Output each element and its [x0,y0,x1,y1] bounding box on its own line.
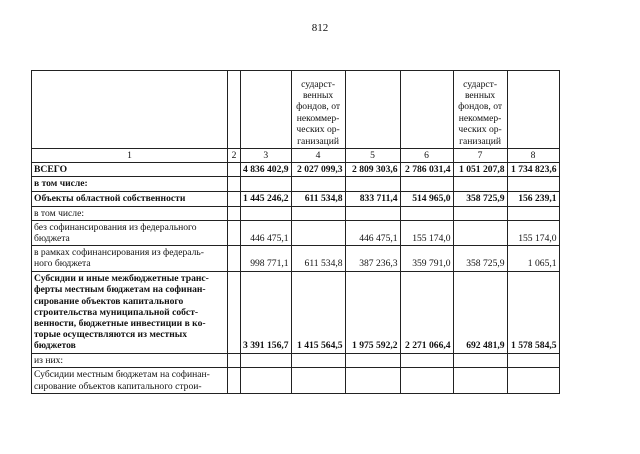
row-label [32,163,228,177]
value-cell [507,163,559,177]
value-cell [345,177,400,191]
value-text: 1 051 207,8 [459,164,505,176]
value-text: 1 578 584,5 [511,340,557,352]
header-cell-6 [400,71,453,149]
value-text: 4 836 402,9 [243,164,289,176]
value-cell [400,246,453,271]
value-cell [241,163,292,177]
text-line: ческих ор- [458,124,502,136]
row-label [32,246,228,271]
row-label [32,353,228,367]
value-cell [507,367,559,393]
value-cell [228,367,241,393]
value-cell [291,271,345,353]
text-line: сирование объектов капитального [34,295,184,307]
table-row [32,367,560,393]
text-line: венных [464,89,496,101]
row-label [32,191,228,206]
value-cell [453,191,507,206]
value-text: 1 065,1 [527,258,557,270]
value-cell [228,353,241,367]
header-cell-4 [291,71,345,149]
value-cell [241,271,292,353]
header-cell-7 [453,71,507,149]
value-cell [507,220,559,245]
text-line: сирование объектов капитального строи- [34,380,202,392]
value-text: 387 236,3 [359,258,398,270]
value-cell [241,206,292,220]
text-line: ганизаций [297,135,340,147]
value-cell [400,353,453,367]
value-cell [228,191,241,206]
value-text: 3 391 156,7 [243,340,289,352]
column-number-cell: 1 [32,149,228,163]
row-label [32,220,228,245]
text-line: ганизаций [459,135,502,147]
value-text: 998 771,1 [250,258,289,270]
value-cell [228,177,241,191]
value-cell [453,271,507,353]
value-cell [507,191,559,206]
value-cell [228,220,241,245]
table-row [32,191,560,206]
value-cell [453,246,507,271]
value-cell [345,220,400,245]
header-cell-1 [32,71,228,149]
row-label [32,177,228,191]
text-line: в том числе: [34,178,88,190]
text-line: некоммер- [296,112,340,124]
table-row [32,220,560,245]
row-label [32,367,228,393]
value-cell [291,367,345,393]
table-row [32,177,560,191]
text-line: Объекты областной собственности [34,193,186,205]
value-cell [400,177,453,191]
column-number-cell: 8 [507,149,559,163]
text-line: ного бюджета [34,258,91,270]
text-line: без софинансирования из федерального [34,221,197,233]
text-line: венных [302,89,334,101]
value-cell [507,206,559,220]
value-text: 1 445 246,2 [243,193,289,205]
value-cell [453,177,507,191]
text-line: сударст- [301,78,336,90]
value-text: 155 174,0 [518,233,557,245]
value-text: 156 239,1 [518,193,557,205]
table-row [32,353,560,367]
table-row [32,206,560,220]
text-line: в рамках софинансирования из федераль- [34,247,204,259]
header-row [32,71,560,149]
value-cell [291,353,345,367]
text-line: Субсидии и иные межбюджетные транс- [34,273,209,285]
text-line: ферты местным бюджетам на софинан- [34,284,206,296]
value-cell [507,271,559,353]
value-cell [400,206,453,220]
value-cell [241,246,292,271]
text-line: Субсидии местным бюджетам на софинан- [34,369,210,381]
value-text: 446 475,1 [250,233,289,245]
value-text: 2 786 031,4 [405,164,451,176]
value-cell [345,163,400,177]
value-cell [345,191,400,206]
table-row [32,246,560,271]
text-line: фондов, от [458,101,503,113]
value-cell [453,353,507,367]
value-cell [453,220,507,245]
value-text: 611 534,8 [304,258,343,270]
value-text: 2 271 066,4 [405,340,451,352]
value-cell [228,246,241,271]
value-text: 446 475,1 [359,233,398,245]
value-cell [453,206,507,220]
value-cell [241,367,292,393]
text-line: бюджетов [34,340,76,352]
value-text: 1 734 823,6 [511,164,557,176]
value-cell [453,367,507,393]
header-cell-3 [241,71,292,149]
text-line: строительства муниципальной собст- [34,306,199,318]
value-cell [400,163,453,177]
value-cell [291,206,345,220]
column-number-cell: 6 [400,149,453,163]
text-line: ВСЕГО [34,164,68,176]
table-row [32,163,560,177]
value-cell [241,353,292,367]
column-number-cell: 7 [453,149,507,163]
value-cell [228,271,241,353]
text-line: некоммер- [458,112,502,124]
value-cell [400,271,453,353]
value-cell [345,367,400,393]
value-cell [400,191,453,206]
row-label [32,271,228,353]
value-cell [291,220,345,245]
text-line: из них: [34,354,64,366]
column-number-cell: 3 [241,149,292,163]
column-number-cell: 4 [291,149,345,163]
value-cell [400,220,453,245]
budget-table [31,70,560,394]
value-cell [453,163,507,177]
value-text: 358 725,9 [466,258,505,270]
value-text: 1 415 564,5 [297,340,343,352]
column-number-cell: 2 [228,149,241,163]
value-cell [241,177,292,191]
value-cell [345,353,400,367]
column-number-cell: 5 [345,149,400,163]
value-text: 1 975 592,2 [352,340,398,352]
header-cell-2 [228,71,241,149]
value-cell [241,191,292,206]
value-cell [291,191,345,206]
page-number: 812 [311,22,329,34]
value-text: 611 534,8 [304,193,343,205]
value-text: 692 481,9 [466,340,505,352]
text-line: фондов, от [296,101,341,113]
column-number-row [32,149,560,163]
value-cell [507,353,559,367]
value-cell [291,163,345,177]
value-text: 155 174,0 [412,233,451,245]
row-label [32,206,228,220]
value-cell [291,177,345,191]
value-text: 359 791,0 [412,258,451,270]
value-text: 2 809 303,6 [352,164,398,176]
text-line: венности, бюджетные инвестиции в ко- [34,318,206,330]
value-cell [400,367,453,393]
text-line: бюджета [34,233,70,245]
value-cell [345,206,400,220]
table-row [32,271,560,353]
value-text: 833 711,4 [359,193,398,205]
value-cell [228,206,241,220]
header-cell-5 [345,71,400,149]
value-cell [345,271,400,353]
header-cell-8 [507,71,559,149]
value-text: 514 965,0 [412,193,451,205]
value-cell [507,246,559,271]
value-text: 2 027 099,3 [297,164,343,176]
text-line: сударст- [463,78,498,90]
value-text: 358 725,9 [466,193,505,205]
value-cell [241,220,292,245]
text-line: в том числе: [34,207,85,219]
value-cell [291,246,345,271]
value-cell [345,246,400,271]
text-line: ческих ор- [296,124,340,136]
value-cell [228,163,241,177]
value-cell [507,177,559,191]
text-line: торые осуществляются из местных [34,329,188,341]
